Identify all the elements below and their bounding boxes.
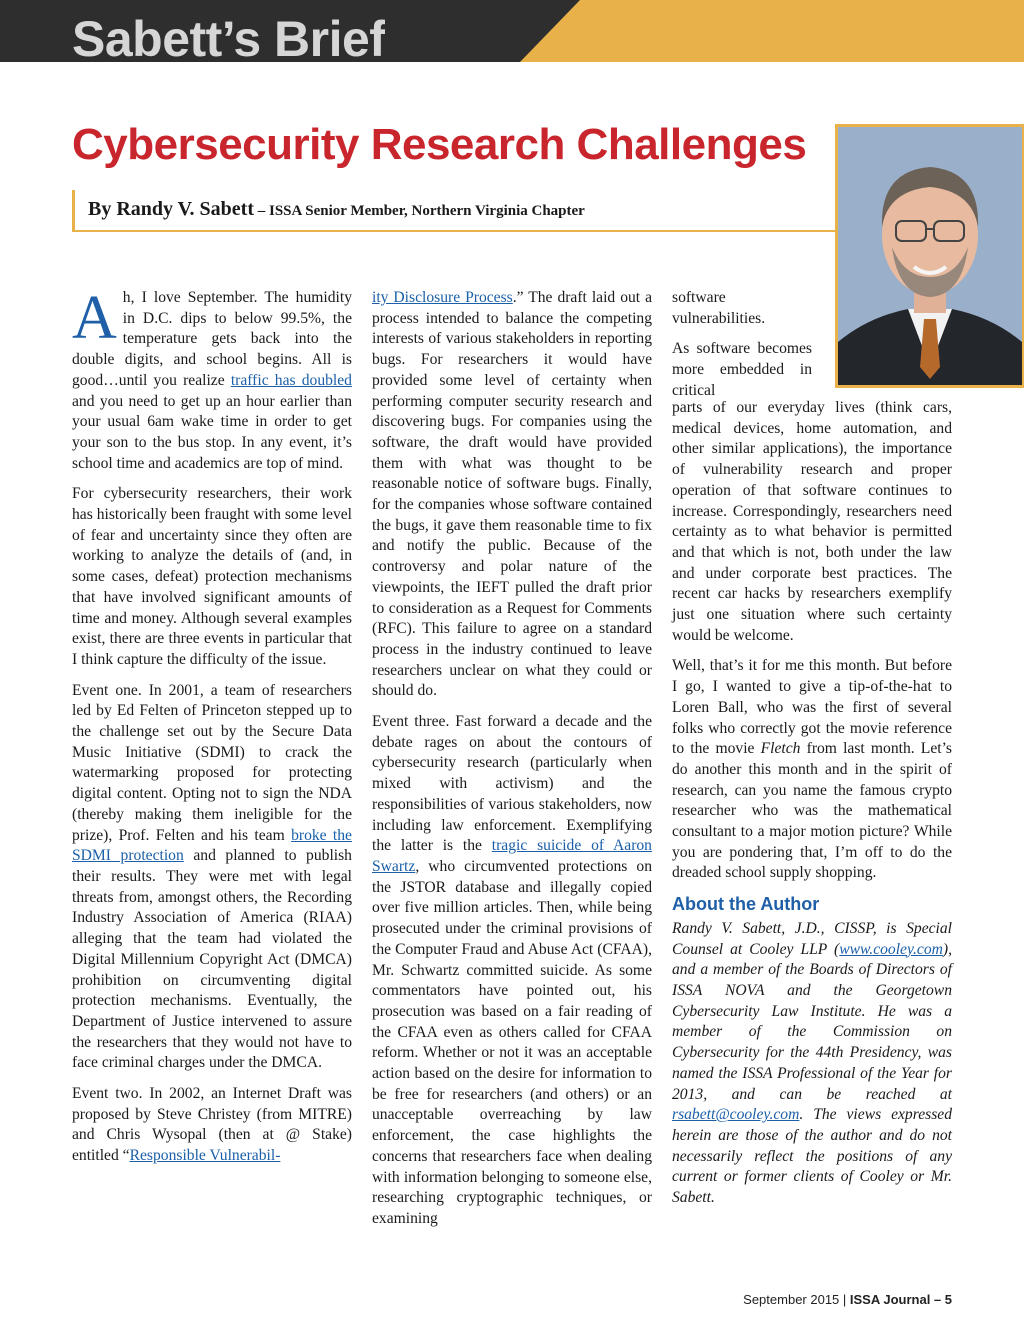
column-3 xyxy=(672,398,952,1219)
byline xyxy=(88,198,585,221)
paragraph: As software becomes more embedded in critical xyxy=(672,340,812,399)
text-span: and you need to get up an hour earlier than your usual 6am wake time in order to get your son to the bus stop. In any event, it’s school time and academics are top of mind. xyxy=(72,392,352,472)
article-title: Cybersecurity Research Challenges xyxy=(72,120,807,169)
text-span: Event one. In 2001, a team of researchers led by Ed Felten of Princeton stepped up to the challenge set out by the Secure Data Music Initiative (SDMI) to crack the watermarking proposed for protecting digital content. Opting not to sign the NDA (thereby making them ineligible for the prize), Prof. Felten and his team xyxy=(72,681,352,844)
link-author-email[interactable]: rsabett@cooley.com xyxy=(672,1106,800,1124)
footer-journal: ISSA Journal – 5 xyxy=(849,1292,952,1307)
link-aaron-swartz[interactable]: tragic suicide of Aaron Swartz xyxy=(372,837,652,875)
text-span: h, I love September. The humidity in D.C. dips to below 99.5%, the temperature gets back into the double digits, and school begins. All is good…until you realize xyxy=(72,289,352,389)
paragraph: software vulnerabilities. xyxy=(672,289,766,327)
text-span: . The views expressed herein are those of the author and do not necessarily reflect the positions of any current or former clients of Cooley or Mr. Sabett. xyxy=(672,1106,952,1207)
link-responsible-disclosure-cont[interactable]: ity Disclosure Process xyxy=(372,289,513,306)
page-footer xyxy=(743,1292,952,1307)
paragraph: For cybersecurity researchers, their work has historically been fraught with some level of fear and uncertainty since they often are working to analyze the details of (and, in some cases, defeat) protection mechanisms that have involved significant amounts of time and money. Although several examples exist, there are three events in particular that I think capture the difficulty of the issue. xyxy=(72,485,352,668)
paragraph xyxy=(72,284,352,474)
paragraph: parts of our everyday lives (think cars, medical devices, home automation, and other similar applications), the importance of vulnerability research and proper operation of that software continues to increase. Correspondingly, researchers need certainty as to what behavior is permitted and that which is not, both under the law and under corporate best practices. The recent car hacks by researchers exemplify just one situation where such certainty would be welcome. xyxy=(672,399,952,644)
text-span: from last month. Let’s do another this month and in the spirit of research, can you name the famous crypto researcher who was the mathematical consultant to a major motion picture? While you are pondering that, I’m off to do the dreaded school supply shopping. xyxy=(672,740,952,882)
text-span: ), and a member of the Boards of Directors of ISSA NOVA and the Georgetown Cybersecurity Law Institute. He was a member of the Commission on Cybersecurity for the 44th Presidency, was named the ISSA Professional of the Year for 2013, and can be reached at xyxy=(672,940,952,1103)
paragraph xyxy=(672,656,952,884)
link-responsible-disclosure[interactable]: Responsible Vulnerabil- xyxy=(129,1147,281,1165)
paragraph xyxy=(372,712,652,1230)
text-span: .” The draft laid out a process intended to balance the competing interests of various stakeholders in reporting bugs. For researchers it would have provided some level of certainty when performing computer security research and discovering bugs. For companies using the software, the draft would have provided them with what was thought to be reasonable notice of software bugs. Finally, for the companies whose software contained the bugs, it gave them reasonable time to fix and notify the public. Because of the controversy and polar nature of the viewpoints, the IEFT pulled the draft prior to consideration as a Request for Comments (RFC). This failure to agree on a standard process in the industry continued to leave researchers unclear on what they could or should do. xyxy=(372,289,652,700)
text-span: Event three. Fast forward a decade and the debate rages on about the contours of cybersecurity research (particularly when mixed with activism) and the responsibilities of various stakeholders, now including law enforcement. Exemplifying the latter is the xyxy=(372,713,652,855)
paragraph xyxy=(72,681,352,1074)
link-sdmi-protection[interactable]: broke the SDMI protection xyxy=(72,826,352,865)
author-name: Randy V. Sabett xyxy=(116,198,254,220)
column-3-top xyxy=(672,288,812,402)
column-2 xyxy=(372,288,652,1240)
author-affiliation: – ISSA Senior Member, Northern Virginia Chapter xyxy=(253,203,585,219)
author-portrait-image xyxy=(838,127,1022,385)
about-author-text xyxy=(672,919,952,1209)
paragraph xyxy=(72,1084,352,1167)
author-photo xyxy=(835,124,1024,388)
series-title: Sabett’s Brief xyxy=(72,14,386,62)
drop-cap: A xyxy=(72,284,117,352)
text-span: , who circumvented protections on the JSTOR database and illegally copied over five million articles. Then, while being prosecuted under the criminal provisions of the Computer Fraud and Abuse Act (CFAA), Mr. Schwartz committed suicide. As some commentators have pointed out, his prosecution was based on a fair reading of the CFAA even as others called for CFAA reform. Whether or not it was an acceptable action based on the desire for information to be free for researchers (and others) or an unacceptable overreaching by law enforcement, the case highlights the concerns that researchers face when dealing with information belonging to someone else, researching cryptographic techniques, or examining xyxy=(372,857,652,1227)
text-span: Randy V. Sabett, J.D., CISSP, is Special Counsel at Cooley LLP ( xyxy=(672,919,952,958)
paragraph xyxy=(372,288,652,702)
movie-title: Fletch xyxy=(760,740,801,758)
link-traffic-doubled[interactable]: traffic has doubled xyxy=(230,371,352,389)
about-author-heading: About the Author xyxy=(672,894,820,915)
column-1 xyxy=(72,284,352,1177)
text-span: and planned to publish their results. They were met with legal threats from, amongst others, the Recording Industry Association of America (RIAA) alleging that the team had violated the Digital Millennium Copyright Act (DMCA) prohibition on circumventing digital protection mechanisms. Eventually, the Department of Justice intervened to assure the researchers that they would not have to face criminal charges under the DMCA. xyxy=(72,847,352,1072)
link-cooley-website[interactable]: www.cooley.com xyxy=(839,940,943,958)
byline-prefix: By xyxy=(88,198,117,220)
text-span: Well, that’s it for me this month. But before I go, I wanted to give a tip-of-the-hat to Loren Ball, who was the first of several folks who correctly got the movie reference to the movie xyxy=(672,657,952,758)
text-span: Event two. In 2002, an Internet Draft was proposed by Steve Christey (from MITRE) and Chris Wysopal (then at @ Stake) entitled “ xyxy=(72,1085,352,1165)
footer-issue: September 2015 | xyxy=(743,1292,850,1307)
